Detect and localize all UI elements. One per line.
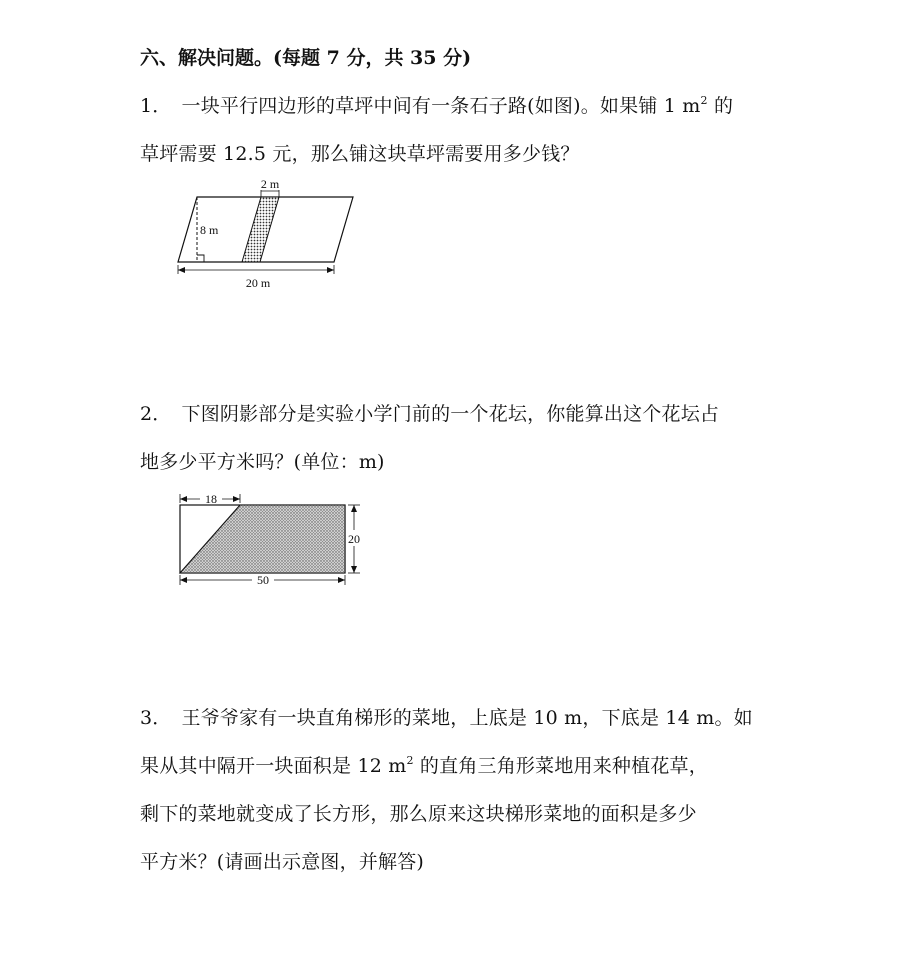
q2-flowerbed-figure <box>170 488 370 598</box>
q2-number: 2． <box>140 403 172 425</box>
q1-parallelogram-figure <box>160 170 380 300</box>
top-label: 18 <box>205 492 217 506</box>
q3-line-1 <box>140 704 753 732</box>
section-title: 六、解决问题。(每题 7 分，共 35 分) <box>140 47 472 69</box>
q1-text-1-end: 的 <box>707 95 734 117</box>
q3-text-2a: 果从其中隔开一块面积是 12 m <box>140 755 407 777</box>
base-arrow-right-icon <box>327 267 334 273</box>
height-arrow-down-icon <box>351 566 357 573</box>
shaded-flowerbed <box>180 505 345 573</box>
q3-line-4: 平方米？(请画出示意图，并解答) <box>140 851 425 873</box>
base-label: 20 m <box>245 276 271 290</box>
q3-text-2b: 的直角三角形菜地用来种植花草， <box>413 755 708 777</box>
q1-number: 1． <box>140 95 172 117</box>
q2-line-2: 地多少平方米吗？(单位：m) <box>140 451 385 473</box>
q1-line-1 <box>140 92 733 120</box>
q3-text-1: 王爷爷家有一块直角梯形的菜地，上底是 10 m，下底是 14 m。如 <box>181 707 753 729</box>
stone-road <box>242 197 279 262</box>
base-label: 50 <box>257 573 269 587</box>
q1-text-1: 一块平行四边形的草坪中间有一条石子路(如图)。如果铺 1 m <box>181 95 701 117</box>
q1-line-2: 草坪需要 12.5 元，那么铺这块草坪需要用多少钱？ <box>140 143 580 165</box>
height-label: 20 <box>348 532 360 546</box>
q1-superscript: 2 <box>700 94 708 107</box>
base-arrow-right-icon <box>338 577 345 583</box>
q3-line-3: 剩下的菜地就变成了长方形，那么原来这块梯形菜地的面积是多少 <box>140 803 697 825</box>
top-arrow-left-icon <box>180 496 187 502</box>
right-angle-mark <box>197 255 204 262</box>
road-width-label: 2 m <box>260 177 280 191</box>
q2-line-1 <box>140 400 719 428</box>
q3-number: 3． <box>140 707 172 729</box>
top-arrow-right-icon <box>233 496 240 502</box>
q2-text-1: 下图阴影部分是实验小学门前的一个花坛，你能算出这个花坛占 <box>181 403 720 425</box>
height-label: 8 m <box>200 223 219 237</box>
q3-superscript: 2 <box>406 754 414 767</box>
base-arrow-left-icon <box>178 267 185 273</box>
base-arrow-left-icon <box>180 577 187 583</box>
q3-line-2 <box>140 752 708 780</box>
height-arrow-up-icon <box>351 505 357 512</box>
